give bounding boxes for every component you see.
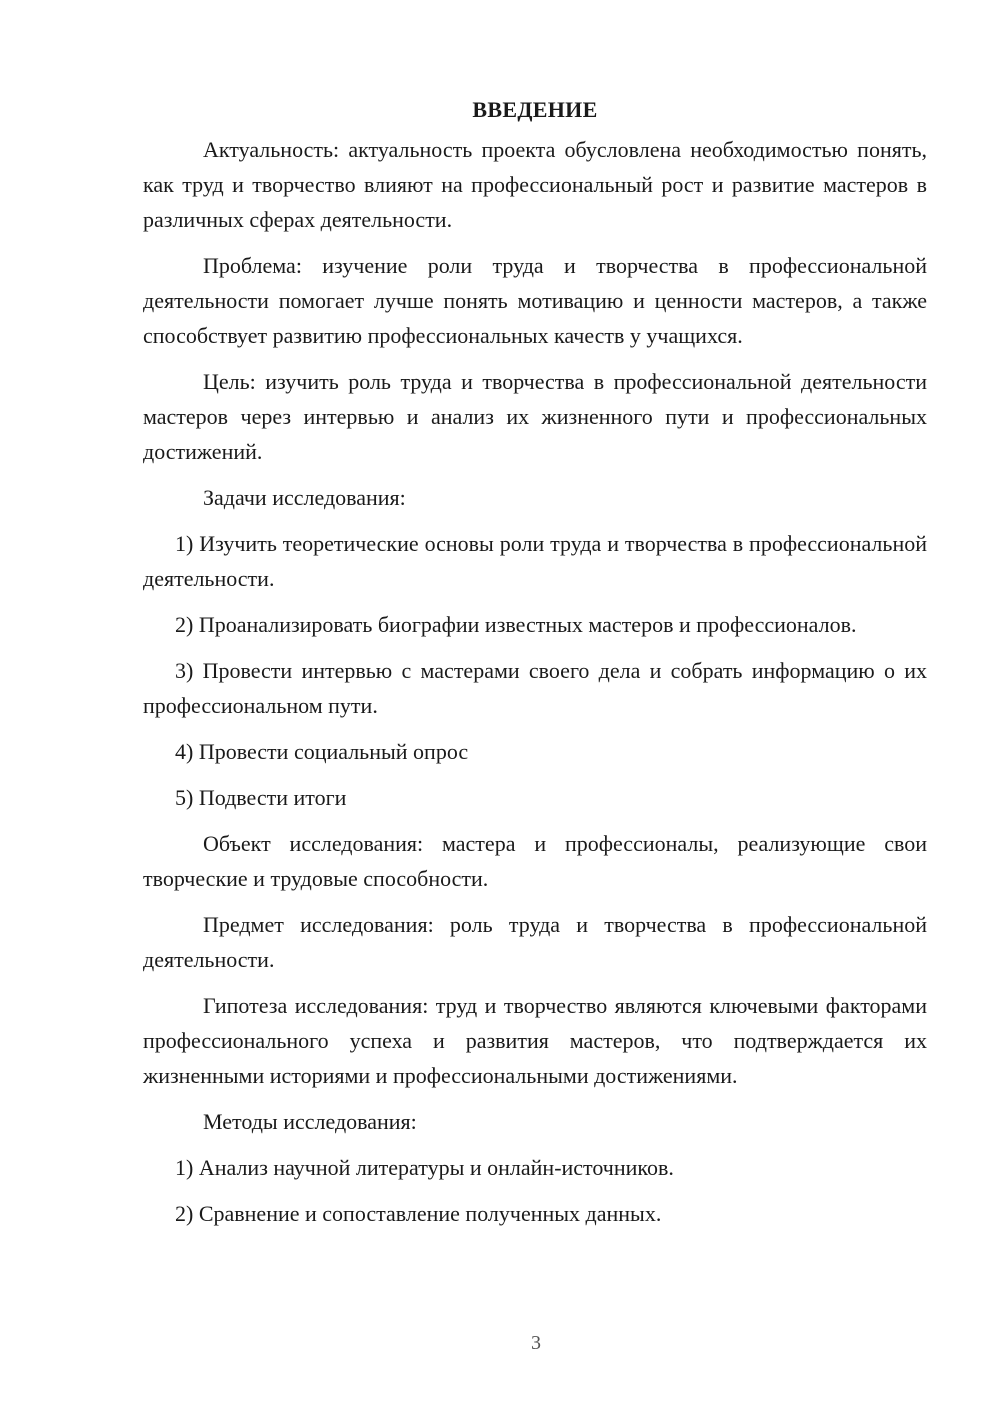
list-item-task-3: 3) Провести интервью с мастерами своего дела и собрать информацию о их профессиональном пути. [143, 658, 927, 718]
page-number: 3 [531, 1332, 541, 1354]
paragraph-problem: Проблема: изучение роли труда и творчества в профессиональной деятельности помогает лучше понять мотивацию и ценности мастеров, а также способствует развитию профессиональных качеств у учащихся. [143, 253, 927, 348]
paragraph-relevance: Актуальность: актуальность проекта обусловлена необходимостью понять, как труд и творчество влияют на профессиональный рост и развитие мастеров в различных сферах деятельности. [143, 137, 927, 232]
paragraph-tasks-heading: Задачи исследования: [203, 485, 406, 510]
paragraph-goal: Цель: изучить роль труда и творчества в профессиональной деятельности мастеров через интервью и анализ их жизненного пути и профессиональных достижений. [143, 369, 927, 464]
list-item-task-4: 4) Провести социальный опрос [175, 739, 469, 764]
list-item-task-2: 2) Проанализировать биографии известных мастеров и профессионалов. [175, 612, 857, 637]
list-item-task-5: 5) Подвести итоги [175, 785, 347, 810]
list-item-method-1: 1) Анализ научной литературы и онлайн-источников. [175, 1155, 674, 1180]
paragraph-subject: Предмет исследования: роль труда и творчества в профессиональной деятельности. [143, 912, 927, 972]
list-item-task-1: 1) Изучить теоретические основы роли труда и творчества в профессиональной деятельности. [143, 531, 927, 591]
list-item-method-2: 2) Сравнение и сопоставление полученных данных. [175, 1201, 662, 1226]
paragraph-methods-heading: Методы исследования: [203, 1109, 417, 1134]
paragraph-hypothesis: Гипотеза исследования: труд и творчество являются ключевыми факторами профессионального успеха и развития мастеров, что подтверждается их жизненными историями и профессиональными достижениями. [143, 993, 927, 1088]
page-title: ВВЕДЕНИЕ [472, 97, 598, 122]
paragraph-object: Объект исследования: мастера и профессионалы, реализующие свои творческие и трудовые способности. [143, 831, 927, 891]
document-page [143, 92, 927, 1231]
